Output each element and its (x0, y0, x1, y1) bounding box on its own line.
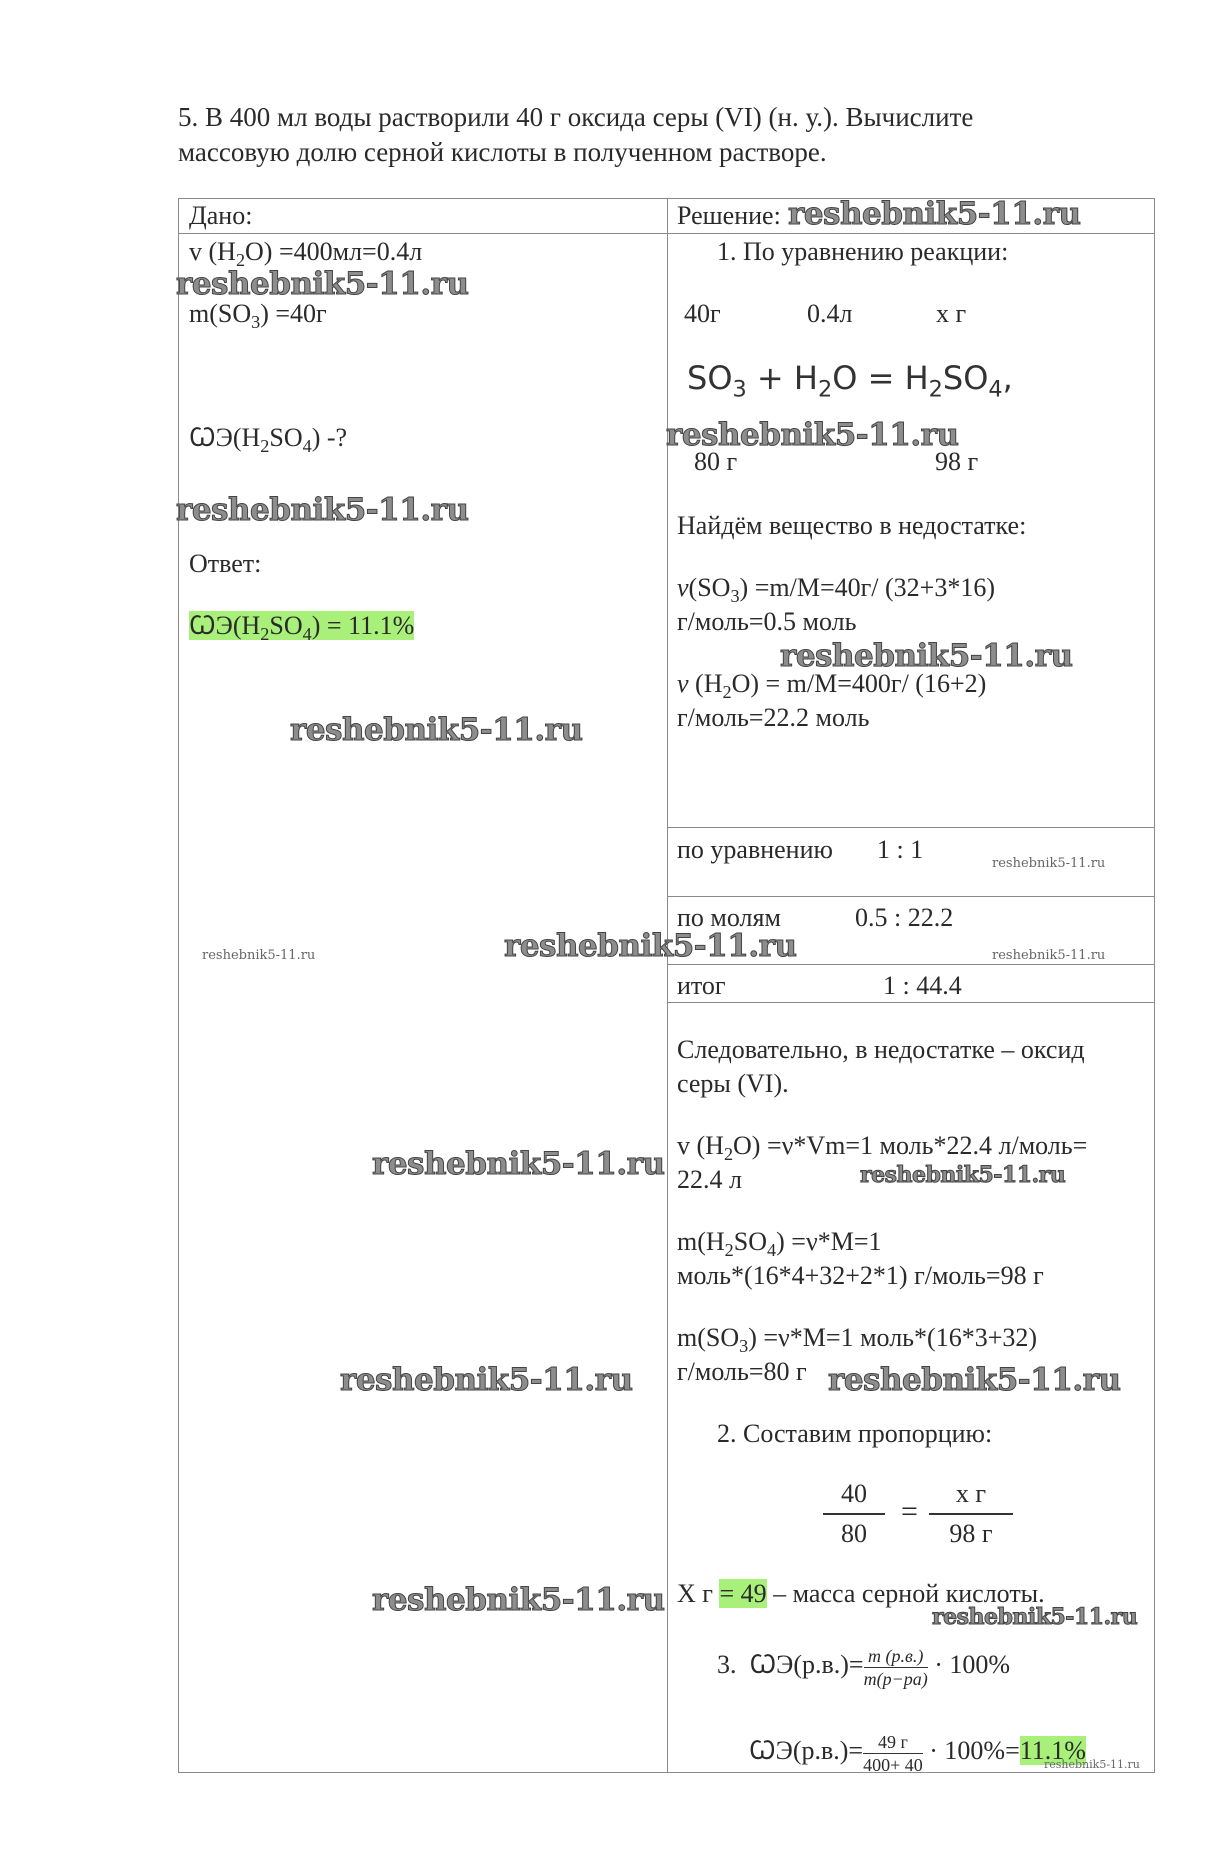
solution-header: Решение: (677, 201, 781, 230)
watermark: reshebnik5-11.ru (666, 417, 959, 453)
step-2: 2. Составим пропорцию: (717, 1419, 993, 1448)
header-divider (179, 233, 1154, 234)
conclusion-line-1: Следовательно, в недостатке – оксид (677, 1035, 1085, 1064)
mass-fraction-calculation: ꞶЭ(р.в.)= 49 г 400+ 40 · 100%=11.1% (749, 1731, 1086, 1775)
nu-h2o-line-1: ν $(H_2O) = m/M=400г/$ (16+2) (677, 669, 987, 703)
proportion-left-denominator: 80 (841, 1519, 867, 1548)
volume-water-line-2: 22.4 л (677, 1165, 742, 1194)
watermark: reshebnik5-11.ru (504, 928, 797, 964)
mass-h2so4-line-1: $m(H_2SO_4) =\nu*M=1$ (677, 1227, 882, 1261)
row-divider-3 (667, 964, 1155, 965)
mass-so3-line-2: г/моль=80 г (677, 1357, 807, 1386)
watermark: reshebnik5-11.ru (176, 266, 469, 302)
mass-fraction-formula: 3. ꞶЭ(р.в.)= m (р.в.) m(р−ра) · 100% (717, 1645, 1011, 1689)
nu-so3-line-2: г/моль=0.5 моль (677, 607, 857, 636)
above-so3: 40г (684, 299, 721, 328)
below-so3: 80 г (694, 447, 738, 476)
reaction-equation: $SO_3 + H_2O = H_2SO_4$, (687, 359, 1013, 403)
mass-so3-line-1: $m(SO_3) =\nu*M=1$ моль*(16*3+32) (677, 1323, 1038, 1357)
above-h2so4: х г (936, 299, 967, 328)
nu-so3-line-1: $\nu(SO_3) =m/M=40г/$ (32+3*16) (677, 573, 995, 607)
given-header: Дано: (189, 201, 253, 230)
watermark: reshebnik5-11.ru (372, 1582, 665, 1618)
above-h2o: 0.4л (807, 299, 853, 328)
volume-water-line-1: v $(H_2O) =\nu*Vm=1$ моль*22.4 л/моль= (677, 1131, 1088, 1165)
watermark-small: reshebnik5-11.ru (992, 948, 1106, 963)
given-mass-so3: $m(SO_3) =40г$ (189, 299, 327, 333)
watermark-small: reshebnik5-11.ru (992, 856, 1106, 871)
watermark: reshebnik5-11.ru (828, 1362, 1121, 1398)
watermark: reshebnik5-11.ru (780, 638, 1073, 674)
conclusion-line-2: серы (VI). (677, 1069, 789, 1098)
given-volume-water: v $(H_2O) =400мл=0.4л$ (189, 237, 423, 271)
row-divider-1 (667, 827, 1155, 828)
ratio-total-value: 1 : 44.4 (883, 971, 962, 1000)
given-find: $ꞶЭ(H_2SO_4)$ -? (189, 423, 348, 457)
ratio-equation-label: по уравнению (677, 835, 833, 864)
watermark: reshebnik5-11.ru (860, 1162, 1066, 1188)
ratio-moles-value: 0.5 : 22.2 (855, 903, 954, 932)
watermark: reshebnik5-11.ru (788, 196, 1081, 232)
below-h2so4: 98 г (935, 447, 979, 476)
step-1: 1. По уравнению реакции: (717, 237, 1009, 266)
proportion-right-denominator: 98 г (949, 1519, 993, 1548)
watermark: reshebnik5-11.ru (932, 1604, 1138, 1630)
answer-value: $ꞶЭ(H_2SO_4) = 11.1\%$ (189, 611, 415, 645)
proportion-equals: = (901, 1495, 918, 1528)
proportion-right-numerator: х г (955, 1479, 987, 1508)
problem-line-2: массовую долю серной кислоты в полученном растворе. (178, 137, 827, 167)
watermark-small: reshebnik5-11.ru (202, 948, 316, 963)
problem-line-1: 5. В 400 мл воды растворили 40 г оксида серы (VI) (н. у.). Вычислите (178, 102, 974, 132)
row-divider-2 (667, 896, 1155, 897)
watermark: reshebnik5-11.ru (176, 492, 469, 528)
watermark: reshebnik5-11.ru (290, 712, 583, 748)
proportion-left (823, 1477, 885, 1551)
ratio-total-label: итог (677, 971, 726, 1000)
answer-label: Ответ: (189, 549, 262, 578)
proportion-left-numerator: 40 (841, 1479, 867, 1508)
ratio-moles-label: по молям (677, 903, 781, 932)
deficit-title: Найдём вещество в недостатке: (677, 511, 1027, 540)
mass-h2so4-line-2: моль*(16*4+32+2*1) г/моль=98 г (677, 1261, 1044, 1290)
proportion-right (929, 1477, 1013, 1551)
x-result: Х г = 49 – масса серной кислоты. (677, 1579, 1045, 1608)
watermark: reshebnik5-11.ru (372, 1146, 665, 1182)
nu-h2o-line-2: г/моль=22.2 моль (677, 703, 870, 732)
problem-statement (178, 100, 1078, 170)
watermark: reshebnik5-11.ru (340, 1362, 633, 1398)
watermark-small: reshebnik5-11.ru (1044, 1758, 1140, 1771)
ratio-equation-value: 1 : 1 (877, 835, 924, 864)
